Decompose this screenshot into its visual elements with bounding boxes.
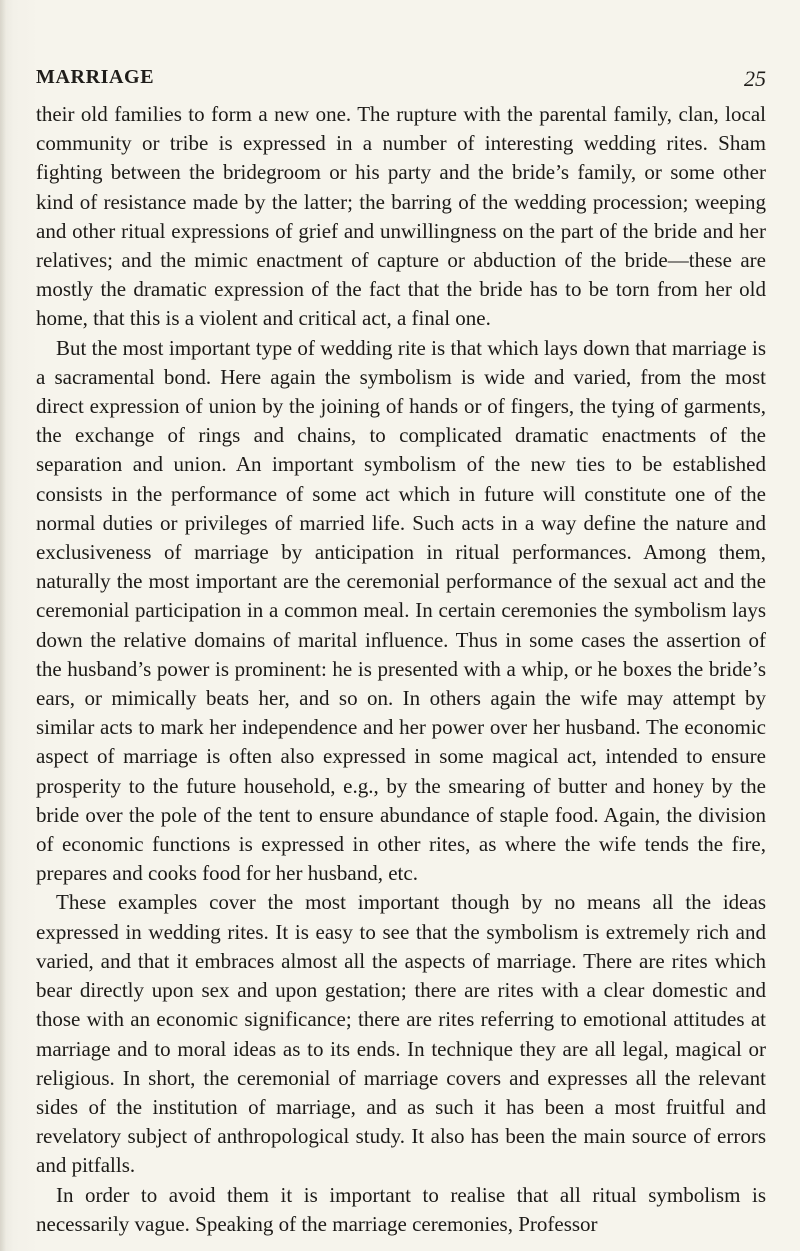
page-gutter-shadow xyxy=(0,0,6,1251)
paragraph-2: But the most important type of wedding rite is that which lays down that marriage is a sacramental bond. Here again the symbolism is wide and varied, from the most direct expression of union by the joining of hands or of fingers, the tying of garments, the exchange of rings and chains, to complicated dramatic enactments of the separation and union. An important symbolism of the new ties to be established consists in the performance of some act which in future will constitute one of the normal duties or privileges of married life. Such acts in a way define the nature and exclusiveness of marriage by anticipation in ritual performances. Among them, naturally the most important are the ceremonial performance of the sexual act and the ceremonial participation in a common meal. In certain ceremonies the symbolism lays down the relative domains of marital influence. Thus in some cases the assertion of the husband’s power is prominent: he is presented with a whip, or he boxes the bride’s ears, or mimically beats her, and so on. In others again the wife may attempt by similar acts to mark her independence and her power over her husband. The economic aspect of marriage is often also expressed in some magical act, intended to ensure prosperity to the future household, e.g., by the smearing of butter and honey by the bride over the pole of the tent to ensure abundance of staple food. Again, the division of economic functions is expressed in other rites, as where the wife tends the fire, prepares and cooks food for her husband, etc. xyxy=(36,335,766,886)
paragraph-1: their old families to form a new one. The rupture with the parental family, clan, local community or tribe is expressed in a number of interesting wedding rites. Sham fighting between the bridegroom or his party and the bride’s family, or some other kind of resistance made by the latter; the barring of the wedding procession; weeping and other ritual expressions of grief and unwillingness on the part of the bride and her relatives; and the mimic enactment of capture or abduction of the bride—these are mostly the dramatic expression of the fact that the bride has to be torn from her old home, that this is a violent and critical act, a final one. xyxy=(36,102,766,331)
paragraph-3: These examples cover the most important though by no means all the ideas expressed in wedding rites. It is easy to see that the symbolism is extremely rich and varied, and that it embraces almost all the aspects of marriage. There are rites which bear directly upon sex and upon gestation; there are rites with a clear domestic and those with an economic significance; there are rites referring to emotional attitudes at marriage and to moral ideas as to its ends. In technique they are all legal, magical or religious. In short, the ceremonial of marriage covers and expresses all the relevant sides of the institution of marriage, and as such it has been a most fruitful and revelatory subject of anthropological study. It also has been the main source of errors and pitfalls. xyxy=(36,890,766,1178)
running-head: MARRIAGE xyxy=(36,66,155,88)
paragraph-4: In order to avoid them it is important to realise that all ritual symbolism is necessarily vague. Speaking of the marriage ceremonies, Professor xyxy=(36,1182,766,1236)
page-number: 25 xyxy=(744,66,766,91)
page-header xyxy=(36,66,766,96)
body-text xyxy=(36,100,766,1239)
